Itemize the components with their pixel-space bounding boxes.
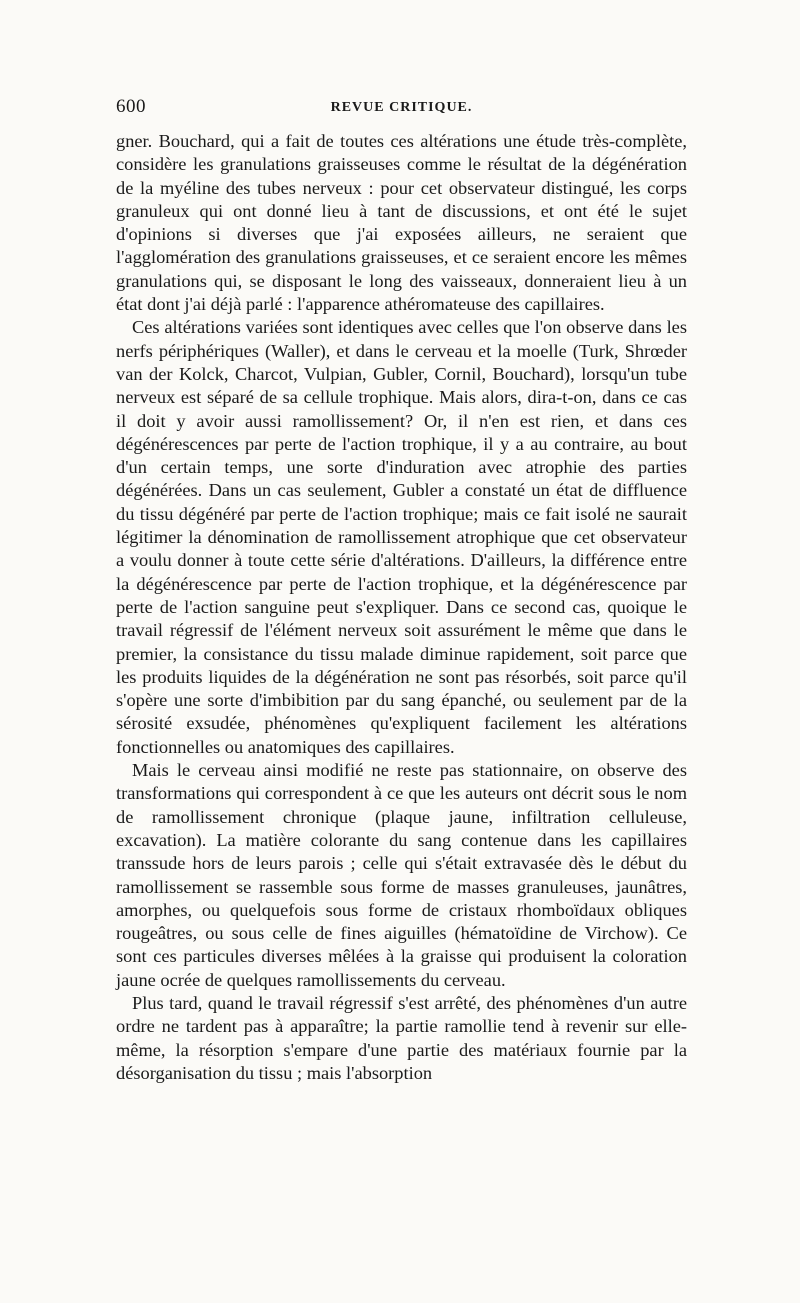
running-title: REVUE CRITIQUE. [330, 100, 473, 115]
paragraph: Mais le cerveau ainsi modifié ne reste pas stationnaire, on observe des transformations qui correspondent à ce que les auteurs ont décrit sous le nom de ramollissement chronique (plaque jaune, infiltration celluleuse, excavation). La matière colorante du sang contenue dans les capillaires transsude hors de leurs parois ; celle qui s'était extravasée dès le début du ramollissement se rassemble sous forme de masses granuleuses, jaunâtres, amorphes, ou quelquefois sous forme de cristaux rhomboïdaux obliques rougeâtres, ou sous celle de fines aiguilles (hématoïdine de Virchow). Ce sont ces particules diverses mêlées à la graisse qui produisent la coloration jaune ocrée de quelques ramollissements du cerveau. [116, 760, 687, 990]
paragraph-continuation: gner. Bouchard, qui a fait de toutes ces altérations une étude très-complète, considère les granulations graisseuses comme le résultat de la dégénération de la myéline des tubes nerveux : pour cet observateur distingué, les corps granuleux qui ont donné lieu à tant de discussions, et ont été le sujet d'opinions si diverses que j'ai exposées ailleurs, ne seraient que l'agglomération des granulations graisseuses, et ce seraient encore les mêmes granulations qui, se disposant le long des vaisseaux, donneraient lieu à un état dont j'ai déjà parlé : l'apparence athéromateuse des capillaires. [116, 131, 687, 315]
page-number: 600 [116, 96, 146, 117]
paragraph: Ces altérations variées sont identiques avec celles que l'on observe dans les nerfs périphériques (Waller), et dans le cerveau et la moelle (Turk, Shrœder van der Kolck, Charcot, Vulpian, Gubler, Cornil, Bouchard), lorsqu'un tube nerveux est séparé de sa cellule trophique. Mais alors, dira-t-on, dans ce cas il doit y avoir aussi ramollissement? Or, il n'en est rien, et dans ces dégénérescences par perte de l'action trophique, il y a au contraire, au bout d'un certain temps, une sorte d'induration avec atrophie des parties dégénérées. Dans un cas seulement, Gubler a constaté un état de diffluence du tissu dégénéré par perte de l'action trophique; mais ce fait isolé ne saurait légitimer la dénomination de ramollissement atrophique que cet observateur a voulu donner à toute cette série d'altérations. D'ailleurs, la différence entre la dégénérescence par perte de l'action trophique, et la dégénérescence par perte de l'action sanguine peut s'expliquer. Dans ce second cas, quoique le travail régressif de l'élément nerveux soit assurément le même que dans le premier, la consistance du tissu malade diminue rapidement, soit parce que les produits liquides de la dégénération ne sont pas résorbés, soit parce qu'il s'opère une sorte d'imbibition par du sang épanché, ou seulement par de la sérosité exsudée, phénomènes qu'expliquent facilement les altérations fonctionnelles ou anatomiques des capillaires. [116, 317, 687, 757]
document-page [0, 88, 800, 1303]
body-text [116, 130, 687, 1085]
paragraph: Plus tard, quand le travail régressif s'est arrêté, des phénomènes d'un autre ordre ne tardent pas à apparaître; la partie ramollie tend à revenir sur elle-même, la résorption s'empare d'une partie des matériaux fournie par la désorganisation du tissu ; mais l'absorption [116, 992, 687, 1083]
running-head [116, 88, 687, 128]
